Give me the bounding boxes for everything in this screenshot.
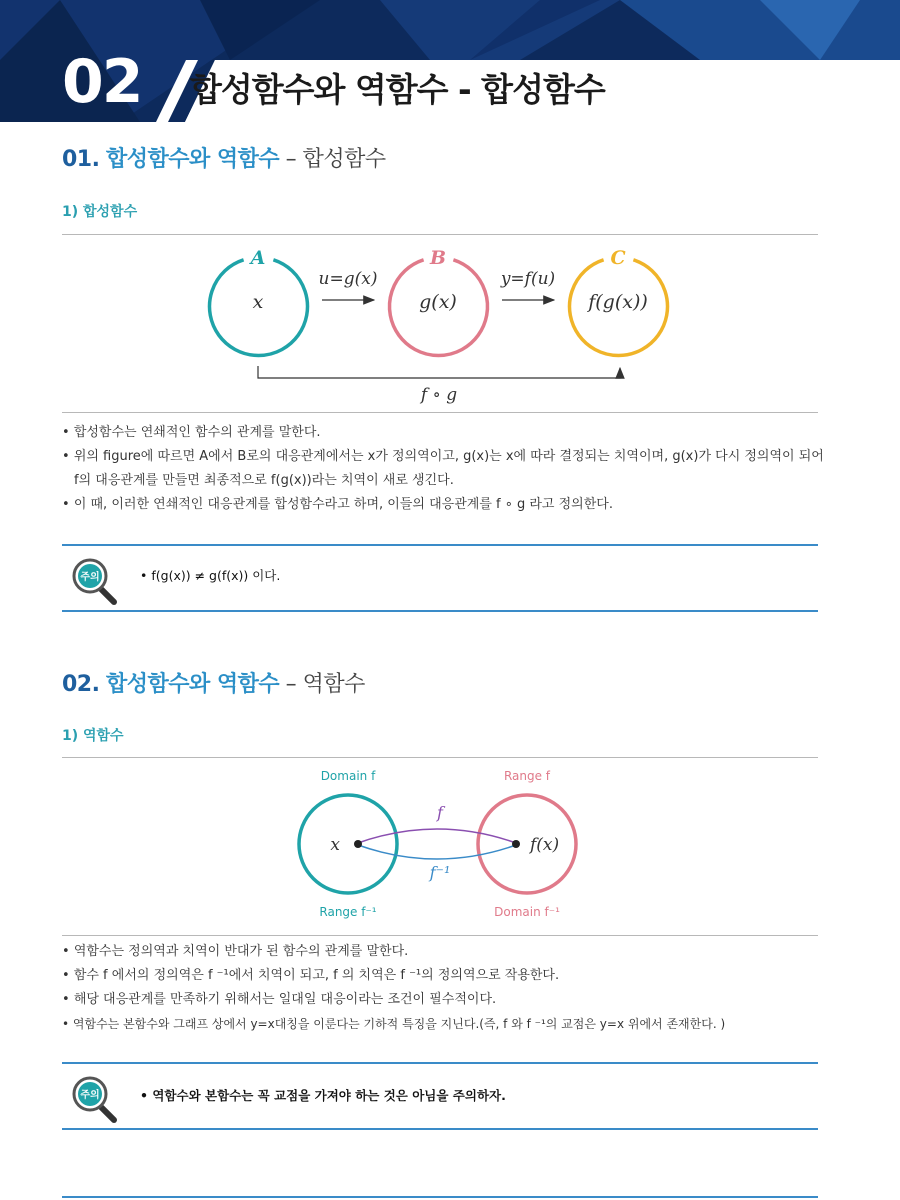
divider	[62, 757, 818, 758]
section2-subtitle: – 역함수	[279, 672, 365, 697]
section1-title	[62, 146, 386, 174]
section1-bullet-list	[62, 421, 832, 517]
section2-main-title: 합성함수와 역함수	[105, 672, 280, 697]
list-item: • 위의 figure에 따르면 A에서 B로의 대응관계에서는 x가 정의역이고, g(x)는 x에 따라 결정되는 치역이며, g(x)가 다시 정의역이 되어 f의 대응관계를 만들면 최종적으로 f(g(x))라는 치역이 새로 생긴다.	[62, 445, 832, 493]
inverse-function-diagram	[0, 760, 900, 930]
list-item: • 역함수는 본함수와 그래프 상에서 y=x대칭을 이룬다는 기하적 특징을 지닌다.(즉, f 와 f ⁻¹의 교점은 y=x 위에서 존재한다. )	[62, 1012, 832, 1036]
point-x	[354, 840, 362, 848]
composite-label: f ∘ g	[420, 385, 458, 405]
list-item: • 이 때, 이러한 연쇄적인 대응관계를 합성함수라고 하며, 이들의 대응관계를 f ∘ g 라고 정의한다.	[62, 493, 832, 517]
set-c-label: C	[610, 247, 626, 269]
list-item: • 합성함수는 연쇄적인 함수의 관계를 말한다.	[62, 421, 832, 445]
chapter-title: 합성함수와 역함수 - 합성함수	[190, 70, 605, 109]
note-box	[62, 1062, 818, 1130]
f-label: f	[437, 803, 443, 822]
element-gx: g(x)	[419, 291, 457, 313]
composite-function-diagram	[0, 240, 900, 410]
domain-f-label: Domain f	[320, 769, 376, 783]
section1-main-title: 합성함수와 역함수	[105, 147, 280, 172]
element-x: x	[330, 835, 340, 855]
domain-finv-label: Domain f⁻¹	[494, 905, 560, 919]
divider	[62, 412, 818, 413]
note-badge: 주의	[80, 572, 100, 583]
bottom-divider	[62, 1196, 818, 1198]
note-badge: 주의	[80, 1090, 100, 1101]
point-fx	[512, 840, 520, 848]
set-b-label: B	[429, 247, 447, 269]
element-fgx: f(g(x))	[588, 291, 648, 313]
chapter-number: 02	[62, 47, 142, 117]
note-text: • 역함수와 본함수는 꼭 교점을 가져야 하는 것은 아님을 주의하자.	[140, 1086, 506, 1106]
section2-bullet-list	[62, 940, 832, 1036]
set-a-label: A	[250, 247, 266, 269]
domain-circle	[299, 795, 397, 893]
list-item: • 함수 f 에서의 정의역은 f ⁻¹에서 치역이 되고, f 의 치역은 f ⁻¹의 정의역으로 작용한다.	[62, 964, 832, 988]
divider	[62, 234, 818, 235]
section1-number: 01.	[62, 147, 100, 172]
section2-number: 02.	[62, 672, 100, 697]
section2-subsection-title: 1) 역함수	[62, 728, 124, 744]
element-fx: f(x)	[530, 835, 560, 855]
finv-mapping-curve	[358, 845, 516, 859]
list-item: • 해당 대응관계를 만족하기 위해서는 일대일 대응이라는 조건이 필수적이다.	[62, 988, 832, 1012]
list-item: • 역함수는 정의역과 치역이 반대가 된 함수의 관계를 말한다.	[62, 940, 832, 964]
magnifier-icon	[70, 1074, 126, 1124]
finv-label: f⁻¹	[429, 863, 451, 882]
composite-bracket	[258, 366, 620, 378]
section1-subtitle: – 합성함수	[279, 147, 386, 172]
divider	[62, 935, 818, 936]
page-header	[0, 0, 900, 122]
range-f-label: Range f	[503, 769, 551, 783]
f-mapping-curve	[358, 829, 516, 843]
section2-title	[62, 671, 365, 699]
map-ab-label: u=g(x)	[318, 269, 378, 289]
section1-subsection-title: 1) 합성함수	[62, 204, 138, 220]
range-finv-label: Range f⁻¹	[319, 905, 377, 919]
range-circle	[478, 795, 576, 893]
note-text: • f(g(x)) ≠ g(f(x)) 이다.	[140, 566, 280, 586]
magnifier-icon	[70, 556, 126, 606]
map-bc-label: y=f(u)	[500, 269, 556, 289]
note-box	[62, 544, 818, 612]
element-x: x	[252, 291, 264, 313]
